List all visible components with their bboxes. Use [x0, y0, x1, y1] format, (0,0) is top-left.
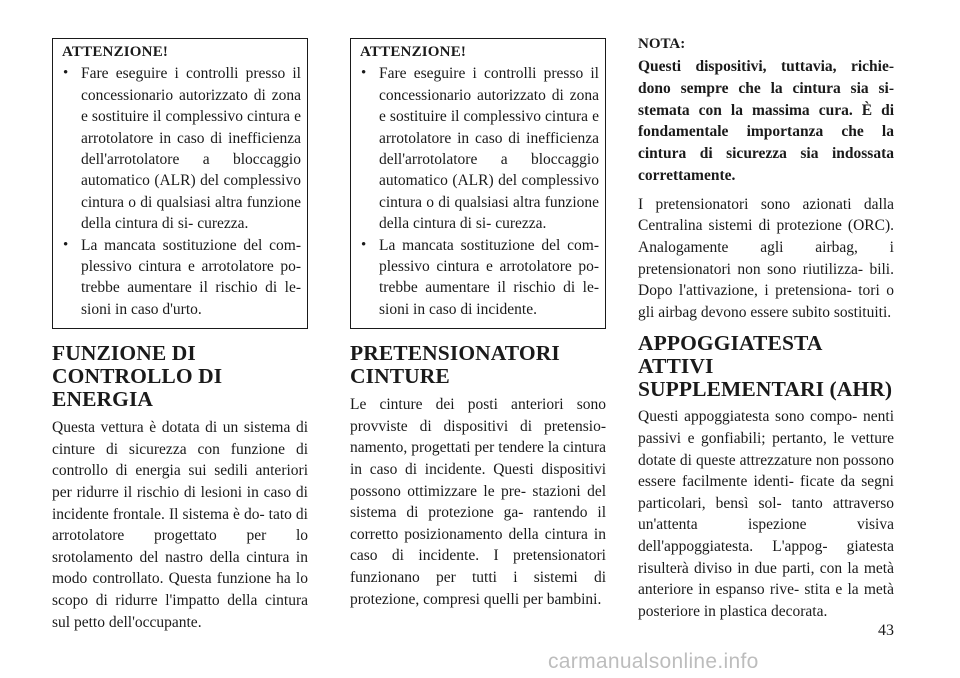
warning-list — [360, 63, 599, 320]
paragraph: I pretensionatori sono azionati dalla Centralina sistemi di protezione (ORC). Analogamente agli airbag, i pretensionatori non sono riutilizza- bili. Dopo l'attivazione, i pretensiona- tori o gli airbag devono essere subito sostituiti. — [638, 195, 894, 321]
note-text: Questi dispositivi, tuttavia, richie- dono sempre che la cintura sia si- stemata con la massima cura. È di fondamentale importanza che la cintura di sicurezza sia indossata correttamente. — [638, 58, 894, 184]
page-number: 43 — [878, 622, 894, 639]
column-right — [638, 34, 894, 622]
warning-title: ATTENZIONE! — [360, 44, 467, 60]
section-heading: FUNZIONE DI CONTROLLO DI ENERGIA — [52, 341, 223, 412]
warning-list — [62, 63, 301, 320]
warning-box — [350, 38, 606, 329]
warning-item: • La mancata sostituzione del com- plessivo cintura e arrotolatore po- trebbe aumentare il rischio di le- sioni in caso di incidente. — [360, 235, 599, 321]
warning-item: • La mancata sostituzione del com- plessivo cintura e arrotolatore po- trebbe aumentare il rischio di le- sioni in caso d'urto. — [62, 235, 301, 321]
section-body: Questa vettura è dotata di un sistema di cinture di sicurezza con funzione di controllo di energia sui sedili anteriori per ridurre il rischio di lesioni in caso di incidente frontale. Il sistema è do- tato di arrotolatore progettato per lo srotolamento del nastro della cintura in modo controllato. Questa funzione ha lo scopo di ridurre l'impatto della cintura sul petto dell'occupante. — [52, 419, 308, 631]
section-heading: PRETENSIONATORI CINTURE — [350, 341, 560, 389]
warning-title: ATTENZIONE! — [62, 44, 169, 60]
warning-box — [52, 38, 308, 329]
warning-item: • Fare eseguire i controlli presso il concessionario autorizzato di zona e sostituire il complessivo cintura e arrotolatore in caso di inefficienza dell'arrotolatore a bloccaggio automatico (ALR) del complessivo cintura o di qualsiasi altra funzione della cintura di si- curezza. — [62, 63, 301, 234]
column-middle — [350, 38, 606, 610]
section-body: Le cinture dei posti anteriori sono provviste di dispositivi di pretensio- namento, progettati per tendere la cintura in caso di incidente. Questi dispositivi possono ottimizzare le pre- stazioni del sistema di protezione ga- rantendo il corretto posizionamento della cintura in caso di incidente. I pretensionatori funzionano per tutti i sistemi di protezione, compresi quelli per bambini. — [350, 396, 606, 608]
note-label: NOTA: — [638, 36, 686, 52]
warning-item: • Fare eseguire i controlli presso il concessionario autorizzato di zona e sostituire il complessivo cintura e arrotolatore in caso di inefficienza dell'arrotolatore a bloccaggio automatico (ALR) del complessivo cintura o di qualsiasi altra funzione della cintura di si- curezza. — [360, 63, 599, 234]
section-body: Questi appoggiatesta sono compo- nenti passivi e gonfiabili; pertanto, le vetture dotate di queste attrezzature non possono essere facilmente identi- ficate da segni particolari, bensì sol- tanto attraverso un'attenta ispezione visiva dell'appoggiatesta. L'appog- giatesta risulterà diviso in due parti, con la metà anteriore in espanso rive- stita e la metà posteriore in plastica decorata. — [638, 408, 894, 620]
watermark: carmanualsonline.info — [548, 650, 759, 673]
column-left — [52, 38, 308, 633]
section-heading: APPOGGIATESTA ATTIVI SUPPLEMENTARI (AHR) — [638, 331, 893, 402]
